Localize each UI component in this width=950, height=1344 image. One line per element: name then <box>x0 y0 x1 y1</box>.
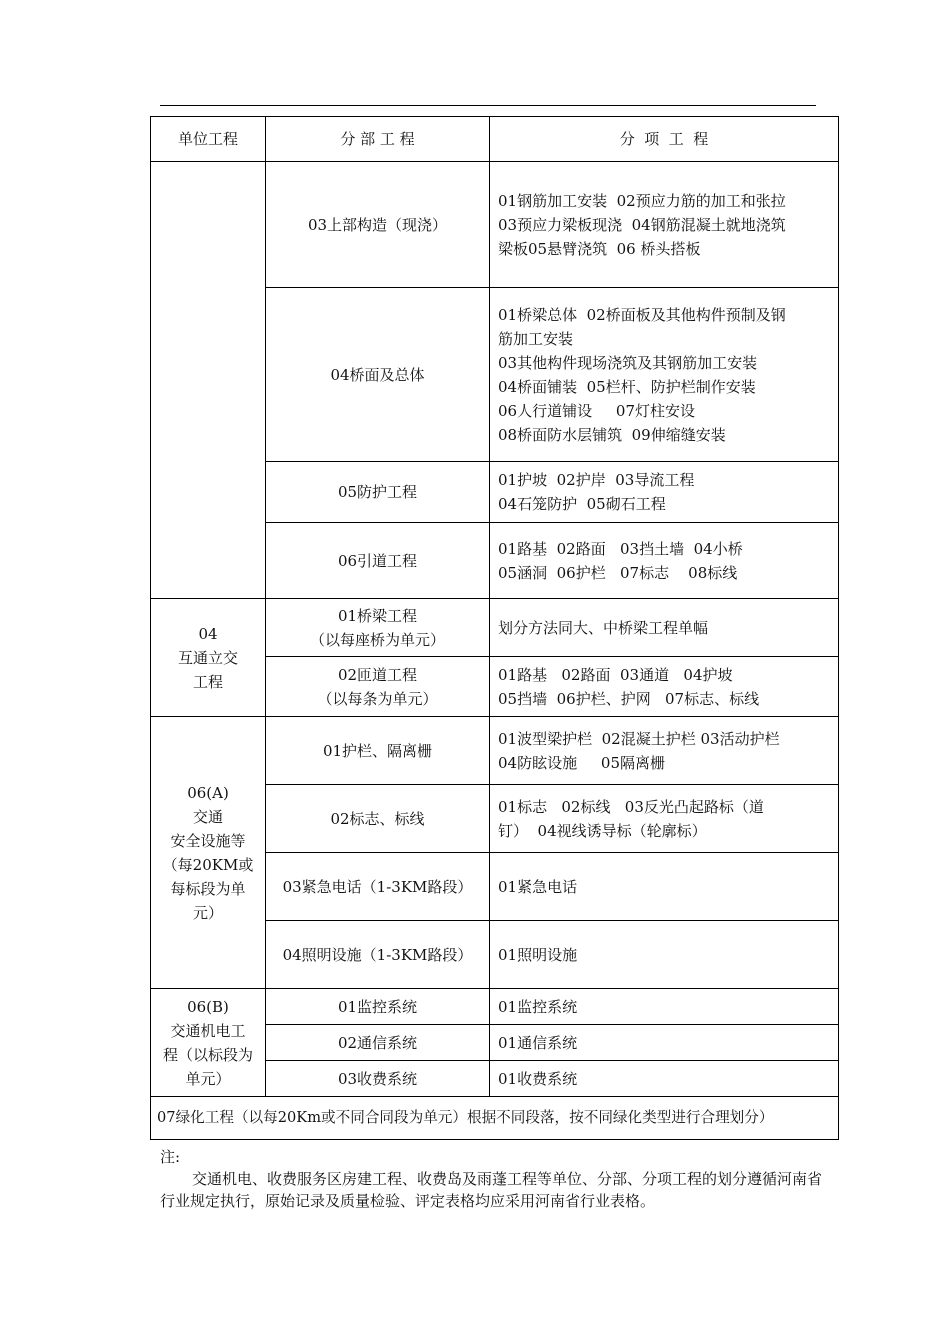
item-line: 03预应力梁板现浇 04钢筋混凝土就地浇筑 <box>498 215 786 234</box>
unit-cell-interchange <box>151 599 266 717</box>
table-header-row <box>151 117 839 162</box>
footnote <box>160 1146 830 1212</box>
division-cell <box>266 599 490 657</box>
item-cell <box>490 921 839 989</box>
division-line: （以每条为单元） <box>317 689 438 708</box>
unit-line: 每标段为单 <box>170 879 246 898</box>
unit-line: 互通立交 <box>177 648 238 667</box>
unit-line: 06(A) <box>187 783 229 802</box>
table-row <box>151 162 839 288</box>
item-line: 01桥梁总体 02桥面板及其他构件预制及钢 <box>498 305 786 324</box>
table-row <box>151 1097 839 1140</box>
item-line: 05挡墙 06护栏、护网 07标志、标线 <box>498 689 760 708</box>
item-line: 01钢筋加工安装 02预应力筋的加工和张拉 <box>498 191 786 210</box>
unit-line: 单元） <box>185 1069 231 1088</box>
item-cell <box>490 288 839 462</box>
footnote-text: 交通机电、收费服务区房建工程、收费岛及雨蓬工程等单位、分部、分项工程的划分遵循河南省行业规定执行，原始记录及质量检验、评定表格均应采用河南省行业表格。 <box>160 1170 823 1210</box>
division-cell: 04照明设施（1-3KM路段） <box>266 921 490 989</box>
item-line: 01路基 02路面 03通道 04护坡 <box>498 665 733 684</box>
division-line: 01桥梁工程 <box>337 606 418 625</box>
division-cell: 01护栏、隔离栅 <box>266 717 490 785</box>
item-line: 06人行道铺设 07灯柱安设 <box>498 401 696 420</box>
item-cell <box>490 785 839 853</box>
item-cell <box>490 462 839 523</box>
item-line: 04桥面铺装 05栏杆、防护栏制作安装 <box>498 377 756 396</box>
footnote-label: 注: <box>160 1148 181 1166</box>
division-line: 02匝道工程 <box>337 665 418 684</box>
division-cell: 01监控系统 <box>266 989 490 1025</box>
division-cell: 04桥面及总体 <box>266 288 490 462</box>
item-cell <box>490 717 839 785</box>
item-cell <box>490 853 839 921</box>
item-cell: 01监控系统 <box>490 989 839 1025</box>
division-cell: 02标志、标线 <box>266 785 490 853</box>
item-line: 划分方法同大、中桥梁工程单幅 <box>498 618 709 637</box>
header-rule <box>160 105 816 106</box>
unit-line: 程（以标段为 <box>162 1045 253 1064</box>
division-line: （以每座桥为单元） <box>309 630 445 649</box>
division-cell: 05防护工程 <box>266 462 490 523</box>
unit-line: 工程 <box>192 672 223 691</box>
unit-line: 交通机电工 <box>170 1021 246 1040</box>
unit-line: （每20KM或 <box>162 855 254 874</box>
item-line: 03其他构件现场浇筑及其钢筋加工安装 <box>498 353 758 372</box>
division-cell: 06引道工程 <box>266 523 490 599</box>
division-cell: 03收费系统 <box>266 1061 490 1097</box>
item-line: 01护坡 02护岸 03导流工程 <box>498 471 695 489</box>
item-line: 筋加工安装 <box>498 329 574 348</box>
unit-line: 交通 <box>192 807 223 826</box>
item-line: 钉） 04视线诱导标（轮廓标） <box>498 821 707 840</box>
unit-cell-safety <box>151 717 266 989</box>
item-cell <box>490 523 839 599</box>
item-line: 梁板05悬臂浇筑 06 桥头搭板 <box>498 239 701 258</box>
item-cell <box>490 599 839 657</box>
greening-cell: 07绿化工程（以每20Km或不同合同段为单元）根据不同段落，按不同绿化类型进行合理划分） <box>151 1097 839 1140</box>
unit-line: 06(B) <box>187 997 229 1016</box>
item-line: 01路基 02路面 03挡土墙 04小桥 <box>498 539 743 558</box>
table-row <box>151 989 839 1025</box>
table-row <box>151 717 839 785</box>
item-cell: 01收费系统 <box>490 1061 839 1097</box>
header-unit: 单位工程 <box>151 117 266 162</box>
header-division: 分 部 工 程 <box>266 117 490 162</box>
division-cell: 03上部构造（现浇） <box>266 162 490 288</box>
division-cell: 03紧急电话（1-3KM路段） <box>266 853 490 921</box>
item-cell <box>490 657 839 717</box>
item-line: 04石笼防护 05砌石工程 <box>498 495 666 513</box>
item-line: 01标志 02标线 03反光凸起路标（道 <box>498 797 764 816</box>
division-table <box>150 116 839 1140</box>
item-line: 01波型梁护栏 02混凝土护栏 03活动护栏 <box>498 729 780 748</box>
unit-cell-bridge <box>151 162 266 599</box>
item-line: 01紧急电话 <box>498 877 578 896</box>
item-line: 05涵洞 06护栏 07标志 08标线 <box>498 563 738 582</box>
unit-line: 安全设施等 <box>170 831 246 850</box>
header-item: 分 项 工 程 <box>490 117 839 162</box>
item-line: 04防眩设施 05隔离栅 <box>498 753 666 772</box>
unit-line: 04 <box>198 624 218 643</box>
division-cell: 02通信系统 <box>266 1025 490 1061</box>
item-cell: 01通信系统 <box>490 1025 839 1061</box>
division-cell <box>266 657 490 717</box>
table-row <box>151 599 839 657</box>
unit-line: 元） <box>192 903 223 922</box>
item-cell <box>490 162 839 288</box>
item-line: 08桥面防水层铺筑 09伸缩缝安装 <box>498 425 726 444</box>
item-line: 01照明设施 <box>498 945 578 964</box>
unit-cell-electromech <box>151 989 266 1097</box>
